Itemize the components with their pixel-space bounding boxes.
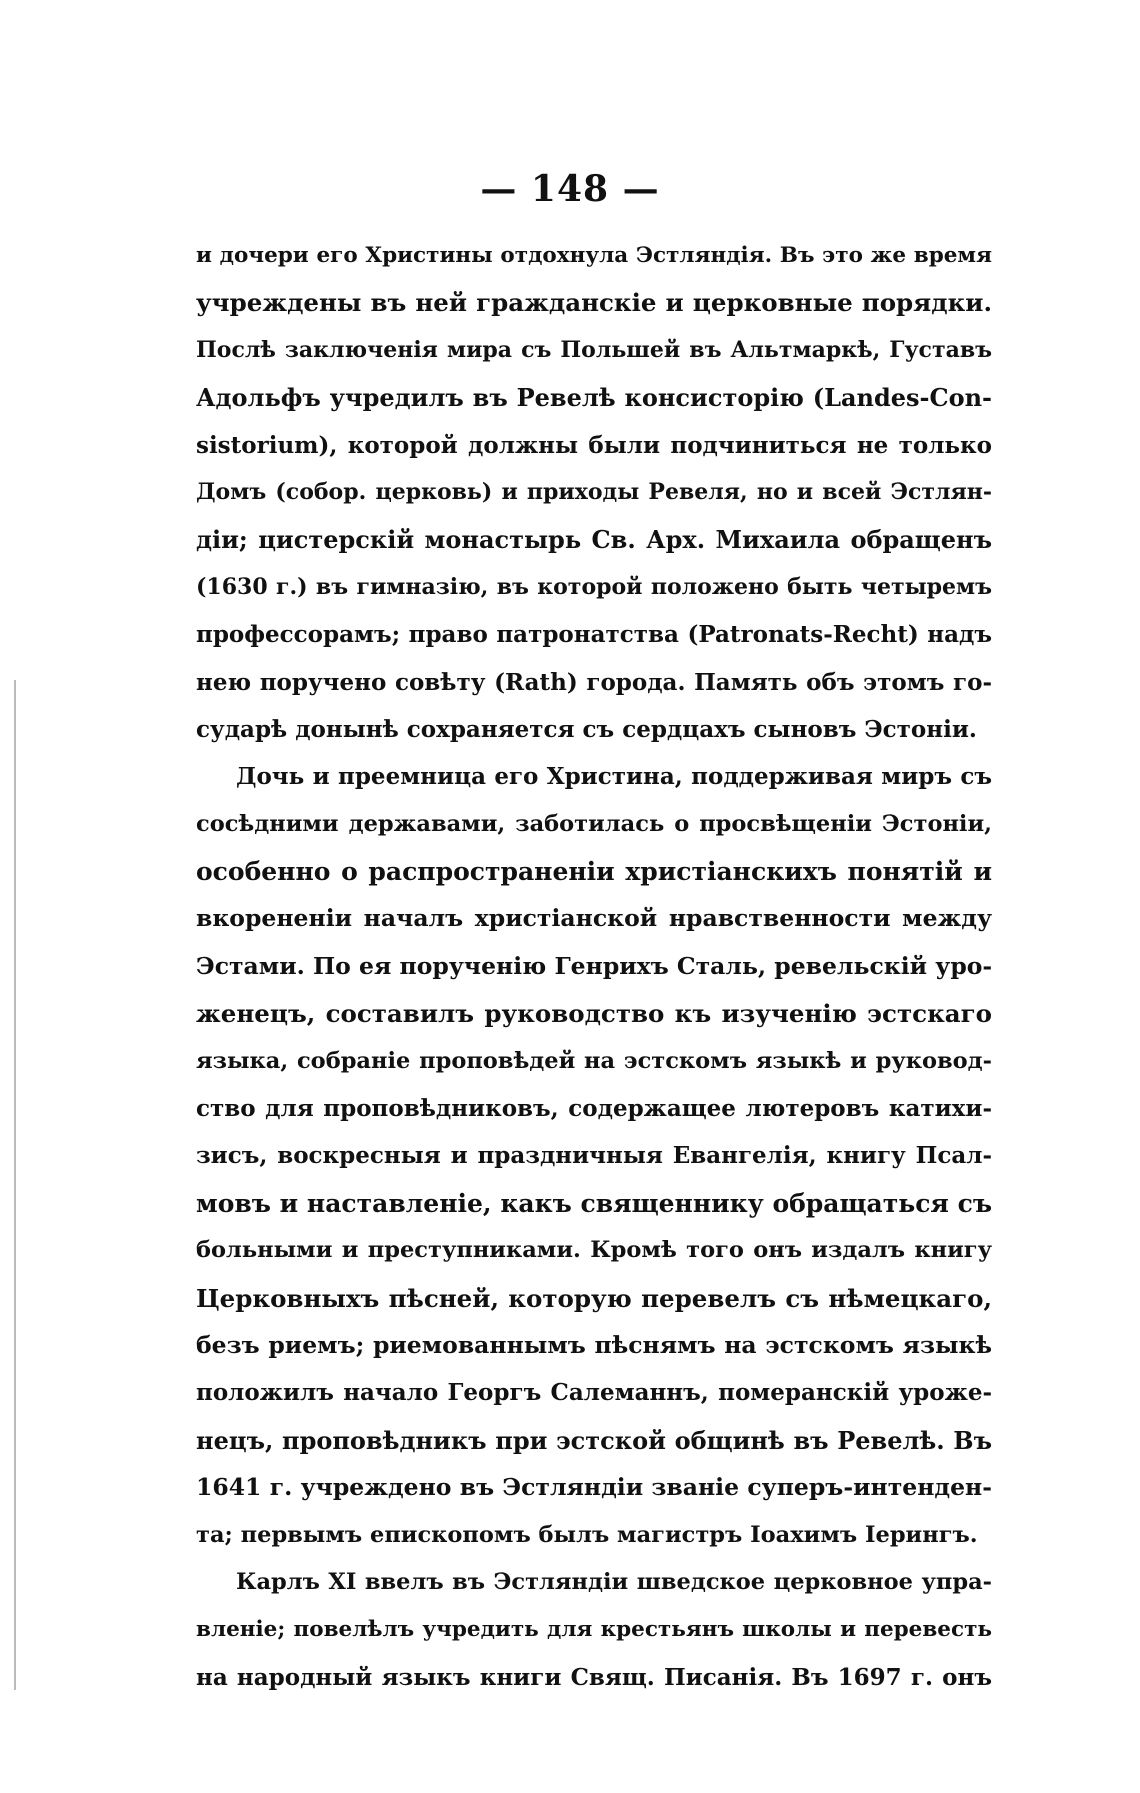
paragraph-2 bbox=[196, 753, 992, 1559]
text-line: ство для проповѣдниковъ, содержащее лютеровъ катихи- bbox=[196, 1095, 992, 1123]
paragraph-1 bbox=[196, 232, 992, 753]
body-text bbox=[196, 232, 992, 1701]
text-line: (1630 г.) въ гимназію, въ которой положено быть четыремъ bbox=[196, 573, 992, 600]
text-line: нецъ, проповѣдникъ при эстской общинѣ въ Ревелѣ. Въ bbox=[196, 1425, 992, 1455]
text-line: вкорененіи началъ христіанской нравственности между bbox=[196, 904, 992, 933]
text-line: безъ риемъ; риемованнымъ пѣснямъ на эстскомъ языкѣ bbox=[196, 1330, 992, 1359]
text-line: 1641 г. учреждено въ Эстляндіи званіе суперъ-интенден- bbox=[196, 1473, 992, 1502]
text-line: профессорамъ; право патронатства (Patronats-Recht) надъ bbox=[196, 621, 992, 649]
text-line: сударѣ донынѣ сохраняется съ сердцахъ сыновъ Эстоніи. bbox=[196, 715, 977, 743]
text-line: та; первымъ епископомъ былъ магистръ Іоахимъ Іерингъ. bbox=[196, 1521, 978, 1548]
text-line: Эстами. По ея порученію Генрихъ Сталь, ревельскій уро- bbox=[196, 951, 992, 980]
text-line: Адольфъ учредилъ въ Ревелѣ консисторію (Landes-Con- bbox=[196, 383, 992, 413]
text-line: Послѣ заключенія мира съ Польшей въ Альтмаркѣ, Густавъ bbox=[196, 336, 992, 363]
text-line: учреждены въ ней гражданскіе и церковные порядки. bbox=[196, 288, 992, 318]
text-line: положилъ начало Георгъ Салеманнъ, померанскій уроже- bbox=[196, 1379, 992, 1407]
text-line: на народный языкъ книги Свящ. Писанія. Въ 1697 г. онъ bbox=[196, 1663, 992, 1691]
text-line: Дочь и преемница его Христина, поддерживая миръ съ bbox=[236, 763, 992, 791]
text-line: Церковныхъ пѣсней, которую перевелъ съ нѣмецкаго, bbox=[196, 1283, 992, 1313]
text-line: сосѣдними державами, заботилась о просвѣщеніи Эстоніи, bbox=[196, 810, 992, 837]
text-line: sistorium), которой должны были подчиниться не только bbox=[196, 431, 992, 459]
text-line: и дочери его Христины отдохнула Эстляндія. Въ это же время bbox=[196, 243, 992, 268]
text-line: мовъ и наставленіе, какъ священнику обращаться съ bbox=[196, 1188, 992, 1218]
text-line: Домъ (собор. церковь) и приходы Ревеля, но и всей Эстлян- bbox=[196, 478, 992, 505]
text-line: больными и преступниками. Кромѣ того онъ издалъ книгу bbox=[196, 1237, 992, 1264]
text-line: діи; цистерскій монастырь Св. Арх. Михаила обращенъ bbox=[196, 525, 992, 555]
text-line: Карлъ XI ввелъ въ Эстляндіи шведское церковное упра- bbox=[236, 1568, 992, 1595]
text-line: зисъ, воскресныя и праздничныя Евангелія, книгу Псал- bbox=[196, 1142, 992, 1170]
page-edge-shadow bbox=[14, 680, 16, 1690]
text-line: нею поручено совѣту (Rath) города. Память объ этомъ го- bbox=[196, 668, 992, 696]
paragraph-3 bbox=[196, 1559, 992, 1701]
text-line: женецъ, составилъ руководство къ изученію эстскаго bbox=[196, 999, 992, 1029]
text-line: вленіе; повелѣлъ учредить для крестьянъ школы и перевесть bbox=[196, 1617, 992, 1643]
text-line: языка, собраніе проповѣдей на эстскомъ языкѣ и руковод- bbox=[196, 1047, 992, 1074]
page-number: — 148 — bbox=[480, 168, 660, 210]
text-line: особенно о распространеніи христіанскихъ понятій и bbox=[196, 857, 992, 887]
